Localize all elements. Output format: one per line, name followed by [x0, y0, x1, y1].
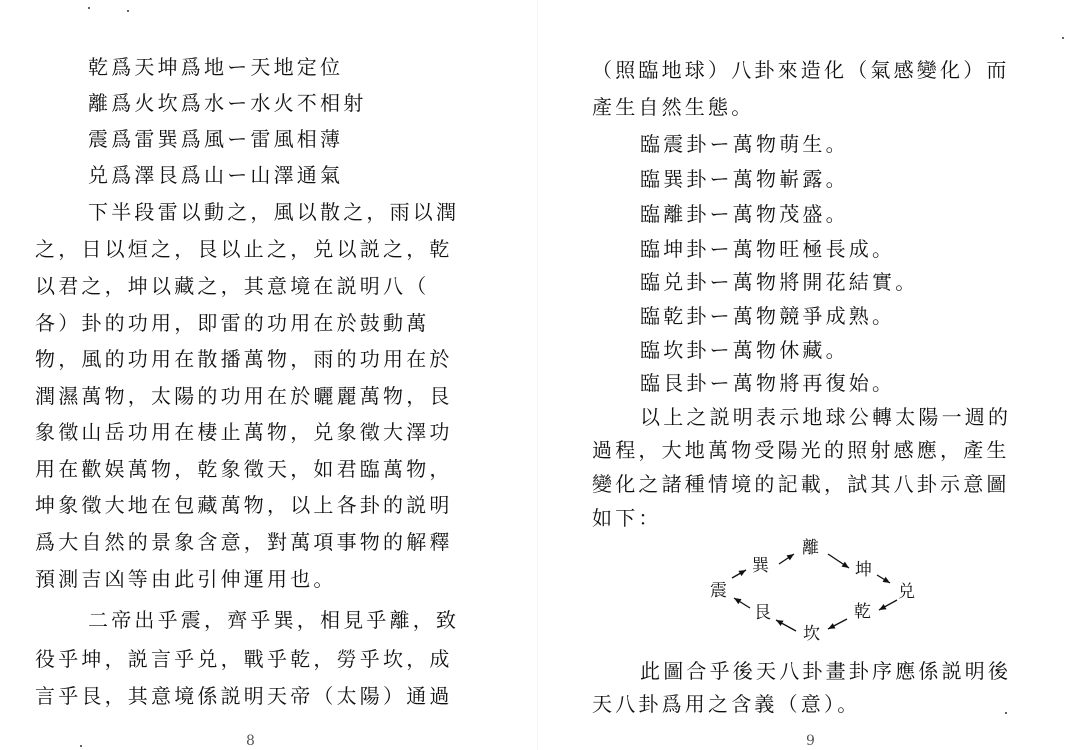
scan-speck: [1005, 712, 1007, 714]
text-line: 象徵山岳功用在棲止萬物，兑象徵大澤功: [35, 420, 453, 444]
text-line: 臨乾卦ー萬物競爭成熟。: [640, 304, 896, 328]
text-line: 乾爲天坤爲地ー天地定位: [88, 55, 344, 79]
text-line: 離爲火坎爲水ー水火不相射: [88, 91, 367, 115]
arrow-gen-zhen: [734, 598, 750, 608]
trigram-kun-label: 坤: [855, 560, 872, 580]
text-line: 坤象徵大地在包藏萬物，以上各卦的説明: [35, 493, 453, 517]
text-line: 之，日以烜之，艮以止之，兑以説之，乾: [35, 237, 453, 261]
text-line: （照臨地球）八卦來造化（氣感變化）而: [592, 58, 1010, 82]
text-line: 以上之説明表示地球公轉太陽一週的: [640, 405, 1012, 429]
trigram-li-label: 離: [802, 538, 819, 558]
text-line: 此圖合乎後天八卦畫卦序應係説明後: [640, 659, 1012, 683]
text-line: 臨坤卦ー萬物旺極長成。: [640, 237, 896, 261]
scan-speck: [88, 7, 90, 9]
text-line: 二帝出乎震，齊乎巽，相見乎離，致: [88, 608, 460, 632]
text-line: 如下：: [592, 506, 662, 530]
trigram-xun-label: 巽: [752, 556, 769, 576]
text-line: 臨離卦ー萬物茂盛。: [640, 202, 849, 226]
text-line: 言乎艮，其意境係説明天帝（太陽）通過: [35, 684, 453, 708]
page-number: 8: [246, 733, 255, 749]
scan-speck: [80, 745, 82, 747]
left-page: [0, 0, 536, 750]
text-line: 臨艮卦ー萬物將再復始。: [640, 371, 896, 395]
text-line: 臨巽卦ー萬物嶄露。: [640, 167, 849, 191]
scan-speck: [1062, 37, 1064, 39]
text-line: 物，風的功用在散播萬物，雨的功用在於: [35, 347, 453, 371]
text-line: 潤濕萬物，太陽的功用在於曬麗萬物，艮: [35, 384, 453, 408]
text-line: 爲大自然的景象含意，對萬項事物的解釋: [35, 530, 453, 554]
text-line: 用在歡娱萬物，乾象徵天，如君臨萬物，: [35, 457, 453, 481]
trigram-dui-label: 兑: [898, 582, 915, 602]
arrow-kun-dui: [877, 575, 890, 583]
text-line: 役乎坤，説言乎兑，戰乎乾，勞乎坎，成: [35, 647, 453, 671]
bagua-sequence-diagram: [692, 530, 932, 645]
arrow-qian-kan: [828, 619, 847, 629]
text-line: 天八卦爲用之含義（意）。: [592, 692, 861, 716]
scan-speck: [127, 10, 129, 12]
page-number: 9: [806, 733, 815, 749]
text-line: 下半段雷以動之，風以散之，雨以潤: [88, 200, 460, 224]
trigram-zhen-label: 震: [710, 581, 727, 601]
text-line: 變化之諸種情境的記載，試其八卦示意圖: [592, 472, 1010, 496]
text-line: 兑爲澤艮爲山ー山澤通氣: [88, 163, 344, 187]
arrow-xun-li: [779, 554, 794, 564]
text-line: 各）卦的功用，即雷的功用在於鼓動萬: [35, 311, 430, 335]
text-line: 震爲雷巽爲風ー雷風相薄: [88, 127, 344, 151]
text-line: 臨坎卦ー萬物休藏。: [640, 338, 849, 362]
arrow-zhen-xun: [732, 570, 746, 578]
trigram-kan-label: 坎: [803, 624, 820, 644]
trigram-gen-label: 艮: [754, 603, 771, 623]
text-line: 臨震卦ー萬物萌生。: [640, 132, 849, 156]
arrow-kan-gen: [776, 620, 796, 631]
text-line: 產生自然生態。: [592, 95, 755, 119]
arrow-dui-qian: [879, 600, 897, 610]
trigram-qian-label: 乾: [854, 602, 871, 622]
arrow-li-kun: [828, 554, 849, 568]
text-line: 臨兑卦ー萬物將開花結實。: [640, 270, 919, 294]
text-line: 以君之，坤以藏之，其意境在説明八（: [35, 274, 430, 298]
text-line: 預測吉凶等由此引伸運用也。: [35, 567, 337, 591]
text-line: 過程，大地萬物受陽光的照射感應，產生: [592, 438, 1010, 462]
